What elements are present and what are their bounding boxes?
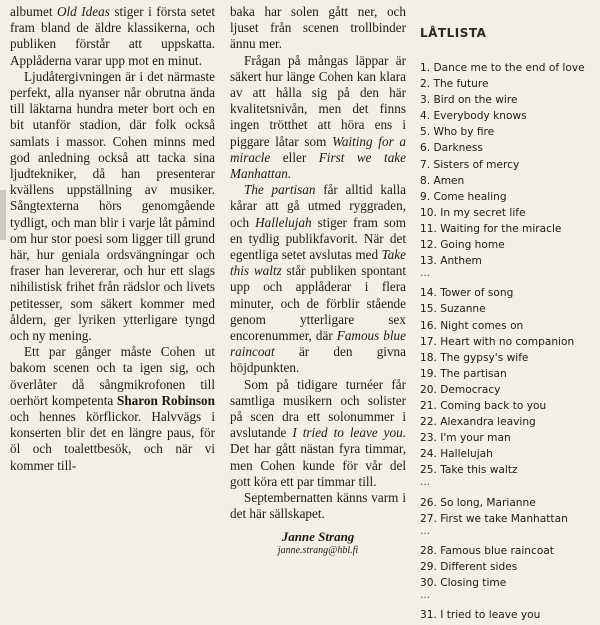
setlist-song: 6. Darkness <box>420 142 483 155</box>
col1-paragraph <box>10 344 215 474</box>
col1-paragraph <box>10 4 215 69</box>
setlist-song: 15. Suzanne <box>420 303 486 316</box>
body-text: får alltid kalla kårar att gå utmed ryggraden, och <box>230 182 406 230</box>
italic-text: Famous blue raincoat <box>230 328 406 360</box>
body-text: och hennes körflickor. Halvvägs i konserten blir det en längre paus, för öl och toalettbesök, och när vi kommer till- <box>10 409 215 473</box>
setlist-song: 24. Hallelujah <box>420 448 493 461</box>
setlist-song: 17. Heart with no companion <box>420 335 575 348</box>
setlist-song: 23. I'm your man <box>420 432 511 445</box>
setlist-break: ... <box>420 524 431 537</box>
setlist <box>420 26 598 623</box>
setlist-song: 13. Anthem <box>420 255 482 268</box>
body-text: Ljudåtergivningen är i det närmaste perfekt, alla nyanser når obrutna ända till läktarna hundra meter bort och en bit utanför stadion, där folk också samlats i massor. Cohen minns med god anledning också att tacka sina ljudtekniker, då han presenterar kvällens uppställning av musiker. Sångtexterna hörs genomgående tydligt, och man blir i varje låt påmind om hur stor poesi som ligger till grund här, hur geniala ordsvängningar och fraser han levererar, och hur ett slags nihilistisk frihet från rädslor och livets petitesser, som säkert kommer med åldern, ger lyriken ytterligare tyngd och ny mening. <box>10 68 215 344</box>
body-text: stiger fram som en tydlig publikfavorit. När det egentliga setet avslutas med <box>230 214 406 263</box>
setlist-song: 10. In my secret life <box>420 206 526 219</box>
setlist-song: 30. Closing time <box>420 577 507 589</box>
italic-text: Old Ideas <box>56 4 110 19</box>
setlist-song: 27. First we take Manhattan <box>420 512 568 525</box>
setlist-title: LÅTLISTA <box>420 26 487 40</box>
body-text: albumet <box>10 4 57 19</box>
article-column-2 <box>230 4 406 557</box>
setlist-break: ... <box>420 589 431 602</box>
italic-text: The partisan <box>244 182 316 198</box>
body-text: Som på tidigare turnéer får samtliga musikern och solister på scen dra ett solonummer i avslutande <box>230 376 406 441</box>
byline-email: janne.strang@hbl.fi <box>277 544 359 556</box>
setlist-song: 5. Who by fire <box>420 126 495 139</box>
col2-paragraph <box>230 4 406 53</box>
italic-text: Take this waltz <box>230 247 406 279</box>
body-text: Det har gått nästan fyra timmar, men Cohen kunde för vår del gott köra ett par timmar till. <box>230 441 406 489</box>
setlist-song: 4. Everybody knows <box>420 110 527 123</box>
setlist-song: 25. Take this waltz <box>420 464 518 477</box>
setlist-song: 12. Going home <box>420 239 505 252</box>
page-edge-tab <box>0 190 6 240</box>
italic-text: Waiting for a miracle <box>230 133 406 165</box>
setlist-items <box>420 60 598 623</box>
setlist-song: 28. Famous blue raincoat <box>420 544 554 557</box>
col2-paragraph <box>230 490 406 522</box>
setlist-break: ... <box>420 476 431 489</box>
body-text: Ett par gånger måste Cohen ut bakom scenen och ta igen sig, och överlåter då sångmikrofonen till oerhört kompetenta <box>10 344 215 408</box>
col1-paragraph <box>10 69 215 344</box>
setlist-song: 11. Waiting for the miracle <box>420 222 562 235</box>
setlist-song: 14. Tower of song <box>420 287 514 300</box>
body-text: baka har solen gått ner, och ljuset från scenen trollbinder ännu mer. <box>230 4 406 52</box>
italic-text: I tried to leave you. <box>292 425 406 441</box>
col2-paragraph <box>230 377 406 490</box>
setlist-song: 9. Come healing <box>420 190 507 203</box>
setlist-song: 21. Coming back to you <box>420 399 547 412</box>
body-text: Frågan på mångas läppar är säkert hur länge Cohen kan klara av att hålla sig på den här kvalitetsnivån, men det finns ingen trötthet att höra ens i piggare låtar som <box>230 52 406 149</box>
article-column-1 <box>10 4 215 474</box>
body-text: stiger i första setet fram bland de äldre klassikerna, och publiken förstår att uppskatta. Applåderna varar upp mot en minut. <box>10 4 215 68</box>
setlist-song: 19. The partisan <box>420 367 507 380</box>
body-text: eller <box>270 149 319 165</box>
body-text: står publiken spontant upp och applåderar i flera minuter, och de förblir stående genom ytterligare sex encorenummer, där <box>230 263 406 344</box>
setlist-song: 20. Democracy <box>420 383 501 396</box>
setlist-song: 29. Different sides <box>420 560 518 573</box>
body-text: är den givna höjdpunkten. <box>230 344 406 376</box>
setlist-song: 8. Amen <box>420 174 465 187</box>
col2-paragraph <box>230 182 406 376</box>
col2-paragraph <box>230 53 406 183</box>
setlist-song: 26. So long, Marianne <box>420 496 536 509</box>
italic-text: First we take Manhattan. <box>230 149 406 182</box>
body-text: Septembernatten känns varm i det här sällskapet. <box>230 490 406 522</box>
setlist-song: 31. I tried to leave you <box>420 609 541 622</box>
setlist-song: 7. Sisters of mercy <box>420 158 520 171</box>
setlist-break: ... <box>420 267 431 280</box>
setlist-song: 16. Night comes on <box>420 319 524 332</box>
article-column-2-body <box>230 4 406 523</box>
italic-text: Hallelujah <box>255 214 312 230</box>
byline-author: Janne Strang <box>281 528 355 544</box>
setlist-song: 2. The future <box>420 78 489 91</box>
setlist-song: 3. Bird on the wire <box>420 94 518 107</box>
setlist-song: 18. The gypsy's wife <box>420 351 529 364</box>
setlist-song: 1. Dance me to the end of love <box>420 62 585 74</box>
bold-text: Sharon Robinson <box>116 392 215 408</box>
setlist-song: 22. Alexandra leaving <box>420 416 536 429</box>
